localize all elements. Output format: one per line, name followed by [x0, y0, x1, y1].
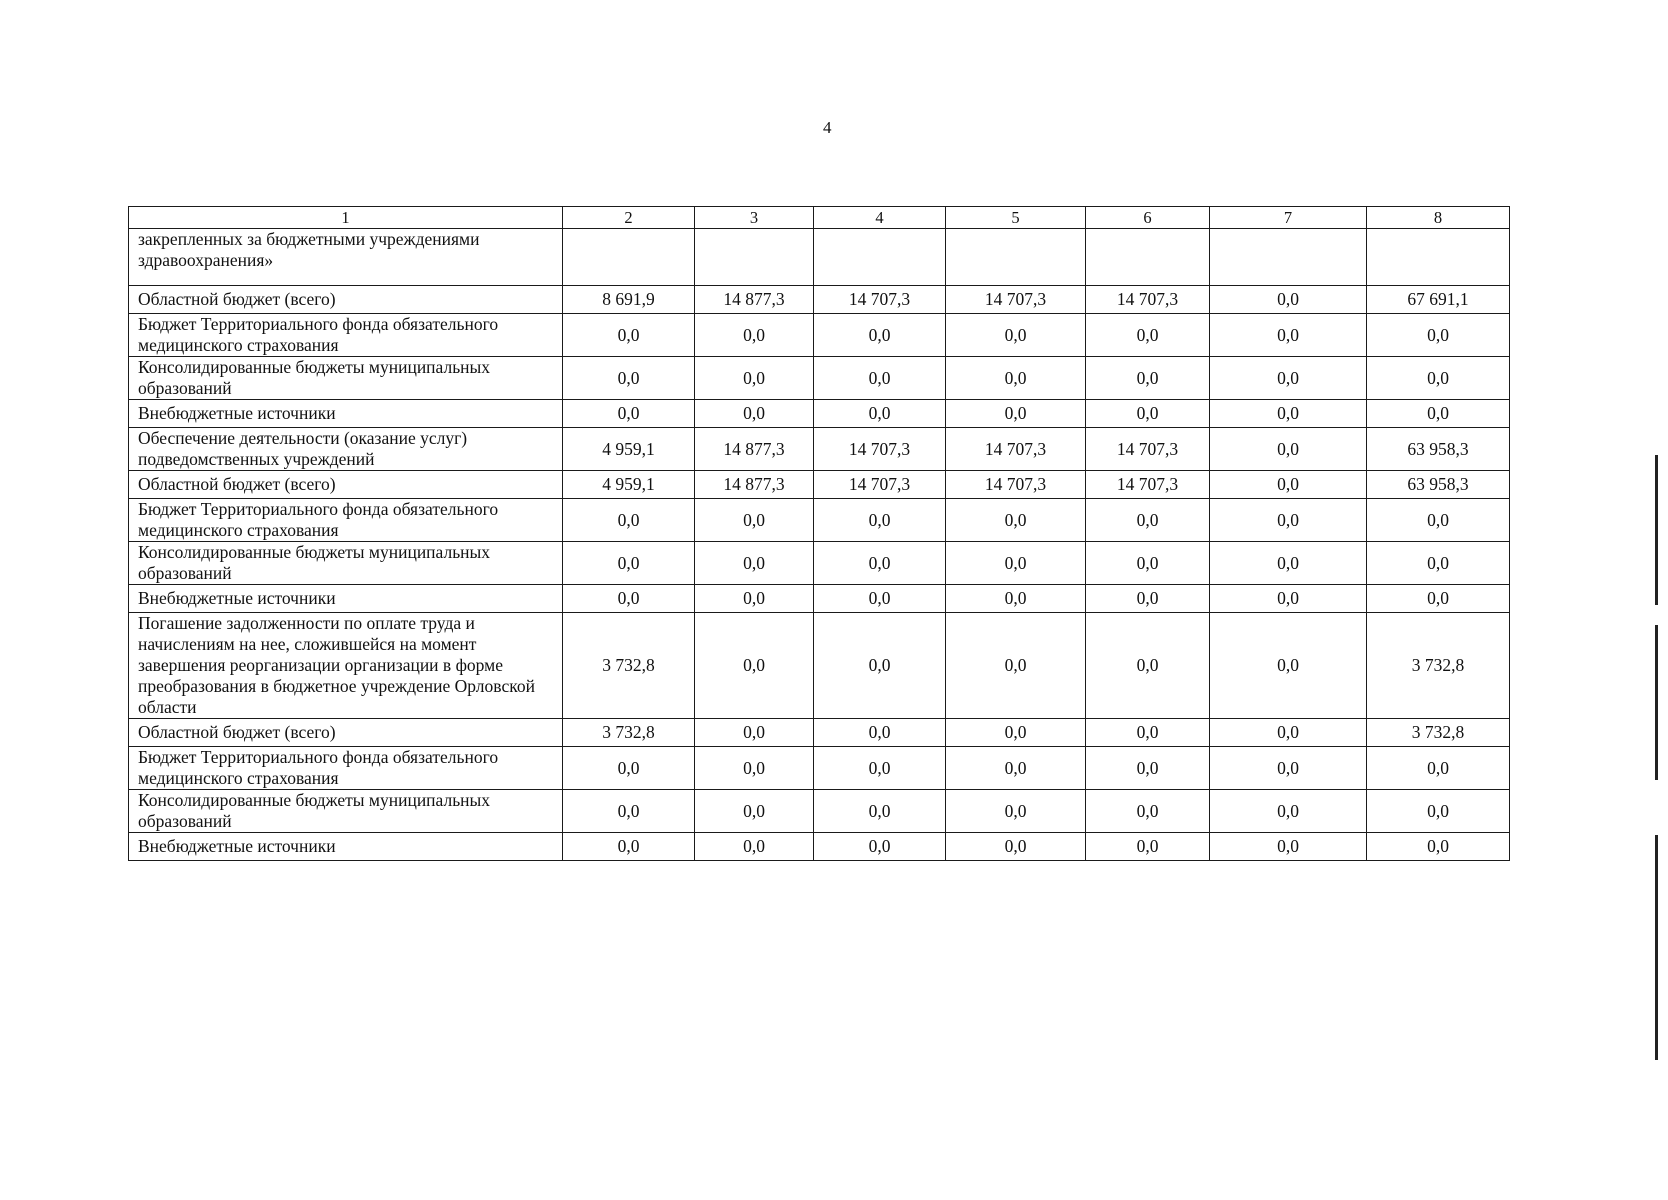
cell-value: 0,0: [1086, 499, 1210, 542]
cell-value: 0,0: [695, 357, 814, 400]
cell-value: [814, 229, 946, 286]
cell-value: 0,0: [814, 400, 946, 428]
table-row: [129, 833, 1510, 861]
table-row: [129, 585, 1510, 613]
cell-value: 0,0: [1367, 400, 1510, 428]
cell-value: 0,0: [1210, 542, 1367, 585]
cell-value: 0,0: [1210, 585, 1367, 613]
table-row: [129, 499, 1510, 542]
cell-value: 0,0: [695, 314, 814, 357]
cell-value: 63 958,3: [1367, 428, 1510, 471]
cell-value: 0,0: [695, 499, 814, 542]
cell-value: 14 707,3: [946, 428, 1086, 471]
cell-value: 0,0: [946, 719, 1086, 747]
cell-value: 0,0: [1210, 747, 1367, 790]
cell-value: 0,0: [1367, 499, 1510, 542]
row-label: Обеспечение деятельности (оказание услуг) подведомственных учреждений: [129, 428, 563, 471]
row-label: Внебюджетные источники: [129, 585, 563, 613]
cell-value: 0,0: [1367, 542, 1510, 585]
column-number-5: 5: [946, 207, 1086, 229]
cell-value: 63 958,3: [1367, 471, 1510, 499]
cell-value: 0,0: [563, 833, 695, 861]
row-label: Областной бюджет (всего): [129, 471, 563, 499]
table-row: [129, 790, 1510, 833]
row-label: закрепленных за бюджетными учреждениями здравоохранения»: [129, 229, 563, 286]
table-row: [129, 286, 1510, 314]
cell-value: 0,0: [1210, 286, 1367, 314]
cell-value: 0,0: [814, 314, 946, 357]
cell-value: 0,0: [946, 747, 1086, 790]
cell-value: 14 707,3: [946, 471, 1086, 499]
cell-value: 0,0: [695, 400, 814, 428]
cell-value: 0,0: [814, 542, 946, 585]
cell-value: 0,0: [563, 790, 695, 833]
cell-value: 0,0: [1086, 314, 1210, 357]
cell-value: 0,0: [946, 833, 1086, 861]
cell-value: [1210, 229, 1367, 286]
scan-edge-mark: [1655, 835, 1658, 1060]
cell-value: 0,0: [814, 833, 946, 861]
cell-value: 0,0: [1086, 400, 1210, 428]
cell-value: 14 707,3: [814, 286, 946, 314]
row-label: Бюджет Территориального фонда обязательного медицинского страхования: [129, 499, 563, 542]
cell-value: 0,0: [1210, 833, 1367, 861]
cell-value: 0,0: [1210, 400, 1367, 428]
cell-value: 14 877,3: [695, 471, 814, 499]
cell-value: 0,0: [946, 400, 1086, 428]
table-row: [129, 229, 1510, 286]
table-row: [129, 400, 1510, 428]
cell-value: 0,0: [814, 747, 946, 790]
cell-value: 0,0: [695, 719, 814, 747]
cell-value: 0,0: [1086, 833, 1210, 861]
cell-value: 3 732,8: [1367, 719, 1510, 747]
table-row: [129, 542, 1510, 585]
column-number-4: 4: [814, 207, 946, 229]
cell-value: 0,0: [1210, 357, 1367, 400]
table-row: [129, 357, 1510, 400]
cell-value: 0,0: [1210, 428, 1367, 471]
column-number-2: 2: [563, 207, 695, 229]
row-label: Областной бюджет (всего): [129, 719, 563, 747]
cell-value: 0,0: [814, 357, 946, 400]
cell-value: [695, 229, 814, 286]
scan-edge-mark: [1655, 455, 1658, 605]
cell-value: [563, 229, 695, 286]
cell-value: 14 877,3: [695, 428, 814, 471]
cell-value: 0,0: [1367, 833, 1510, 861]
row-label: Внебюджетные источники: [129, 400, 563, 428]
row-label: Консолидированные бюджеты муниципальных образований: [129, 542, 563, 585]
cell-value: 14 707,3: [814, 471, 946, 499]
cell-value: 0,0: [946, 499, 1086, 542]
cell-value: [1086, 229, 1210, 286]
cell-value: 0,0: [1367, 314, 1510, 357]
cell-value: 0,0: [563, 357, 695, 400]
budget-table: [128, 206, 1510, 861]
cell-value: 3 732,8: [1367, 613, 1510, 719]
cell-value: 0,0: [563, 585, 695, 613]
cell-value: 0,0: [1210, 613, 1367, 719]
cell-value: 0,0: [1086, 613, 1210, 719]
table-row: [129, 471, 1510, 499]
column-number-6: 6: [1086, 207, 1210, 229]
table-row: [129, 719, 1510, 747]
row-label: Консолидированные бюджеты муниципальных образований: [129, 790, 563, 833]
cell-value: 0,0: [946, 585, 1086, 613]
cell-value: 0,0: [563, 314, 695, 357]
table-row: [129, 428, 1510, 471]
cell-value: 0,0: [695, 585, 814, 613]
cell-value: 14 707,3: [946, 286, 1086, 314]
cell-value: 0,0: [563, 499, 695, 542]
cell-value: 0,0: [814, 499, 946, 542]
cell-value: 0,0: [1086, 542, 1210, 585]
cell-value: 0,0: [946, 613, 1086, 719]
cell-value: 0,0: [1086, 585, 1210, 613]
cell-value: 0,0: [1086, 357, 1210, 400]
cell-value: 0,0: [814, 790, 946, 833]
cell-value: 0,0: [1367, 585, 1510, 613]
cell-value: 0,0: [695, 790, 814, 833]
cell-value: 0,0: [946, 790, 1086, 833]
table-header-row: [129, 207, 1510, 229]
row-label: Бюджет Территориального фонда обязательного медицинского страхования: [129, 747, 563, 790]
cell-value: 0,0: [1367, 790, 1510, 833]
row-label: Консолидированные бюджеты муниципальных образований: [129, 357, 563, 400]
cell-value: 0,0: [563, 400, 695, 428]
cell-value: 0,0: [695, 747, 814, 790]
cell-value: 0,0: [814, 585, 946, 613]
scan-edge-mark: [1655, 625, 1658, 780]
row-label: Погашение задолженности по оплате труда и начислениям на нее, сложившейся на момент завершения реорганизации организации в форме преобразования в бюджетное учреждение Орловской области: [129, 613, 563, 719]
cell-value: 0,0: [1210, 719, 1367, 747]
cell-value: 0,0: [695, 613, 814, 719]
cell-value: 14 877,3: [695, 286, 814, 314]
column-number-7: 7: [1210, 207, 1367, 229]
cell-value: 14 707,3: [1086, 428, 1210, 471]
cell-value: 3 732,8: [563, 613, 695, 719]
cell-value: 0,0: [563, 542, 695, 585]
cell-value: 0,0: [1210, 471, 1367, 499]
cell-value: 3 732,8: [563, 719, 695, 747]
cell-value: 0,0: [814, 719, 946, 747]
table-row: [129, 747, 1510, 790]
cell-value: 0,0: [1086, 747, 1210, 790]
cell-value: 0,0: [1210, 790, 1367, 833]
table-row: [129, 314, 1510, 357]
column-number-3: 3: [695, 207, 814, 229]
cell-value: 0,0: [1367, 747, 1510, 790]
cell-value: [946, 229, 1086, 286]
cell-value: 0,0: [695, 833, 814, 861]
page-number: 4: [823, 118, 832, 137]
table-row: [129, 613, 1510, 719]
column-number-8: 8: [1367, 207, 1510, 229]
row-label: Областной бюджет (всего): [129, 286, 563, 314]
cell-value: 0,0: [946, 357, 1086, 400]
cell-value: 4 959,1: [563, 428, 695, 471]
cell-value: 0,0: [1210, 499, 1367, 542]
cell-value: 0,0: [1367, 357, 1510, 400]
cell-value: 14 707,3: [1086, 286, 1210, 314]
cell-value: 14 707,3: [814, 428, 946, 471]
cell-value: 0,0: [695, 542, 814, 585]
cell-value: 0,0: [1086, 719, 1210, 747]
column-number-1: 1: [129, 207, 563, 229]
cell-value: 67 691,1: [1367, 286, 1510, 314]
cell-value: 0,0: [1210, 314, 1367, 357]
cell-value: 0,0: [946, 542, 1086, 585]
row-label: Внебюджетные источники: [129, 833, 563, 861]
cell-value: 8 691,9: [563, 286, 695, 314]
cell-value: 0,0: [946, 314, 1086, 357]
cell-value: 0,0: [563, 747, 695, 790]
cell-value: 0,0: [814, 613, 946, 719]
cell-value: 14 707,3: [1086, 471, 1210, 499]
row-label: Бюджет Территориального фонда обязательного медицинского страхования: [129, 314, 563, 357]
cell-value: [1367, 229, 1510, 286]
cell-value: 0,0: [1086, 790, 1210, 833]
cell-value: 4 959,1: [563, 471, 695, 499]
